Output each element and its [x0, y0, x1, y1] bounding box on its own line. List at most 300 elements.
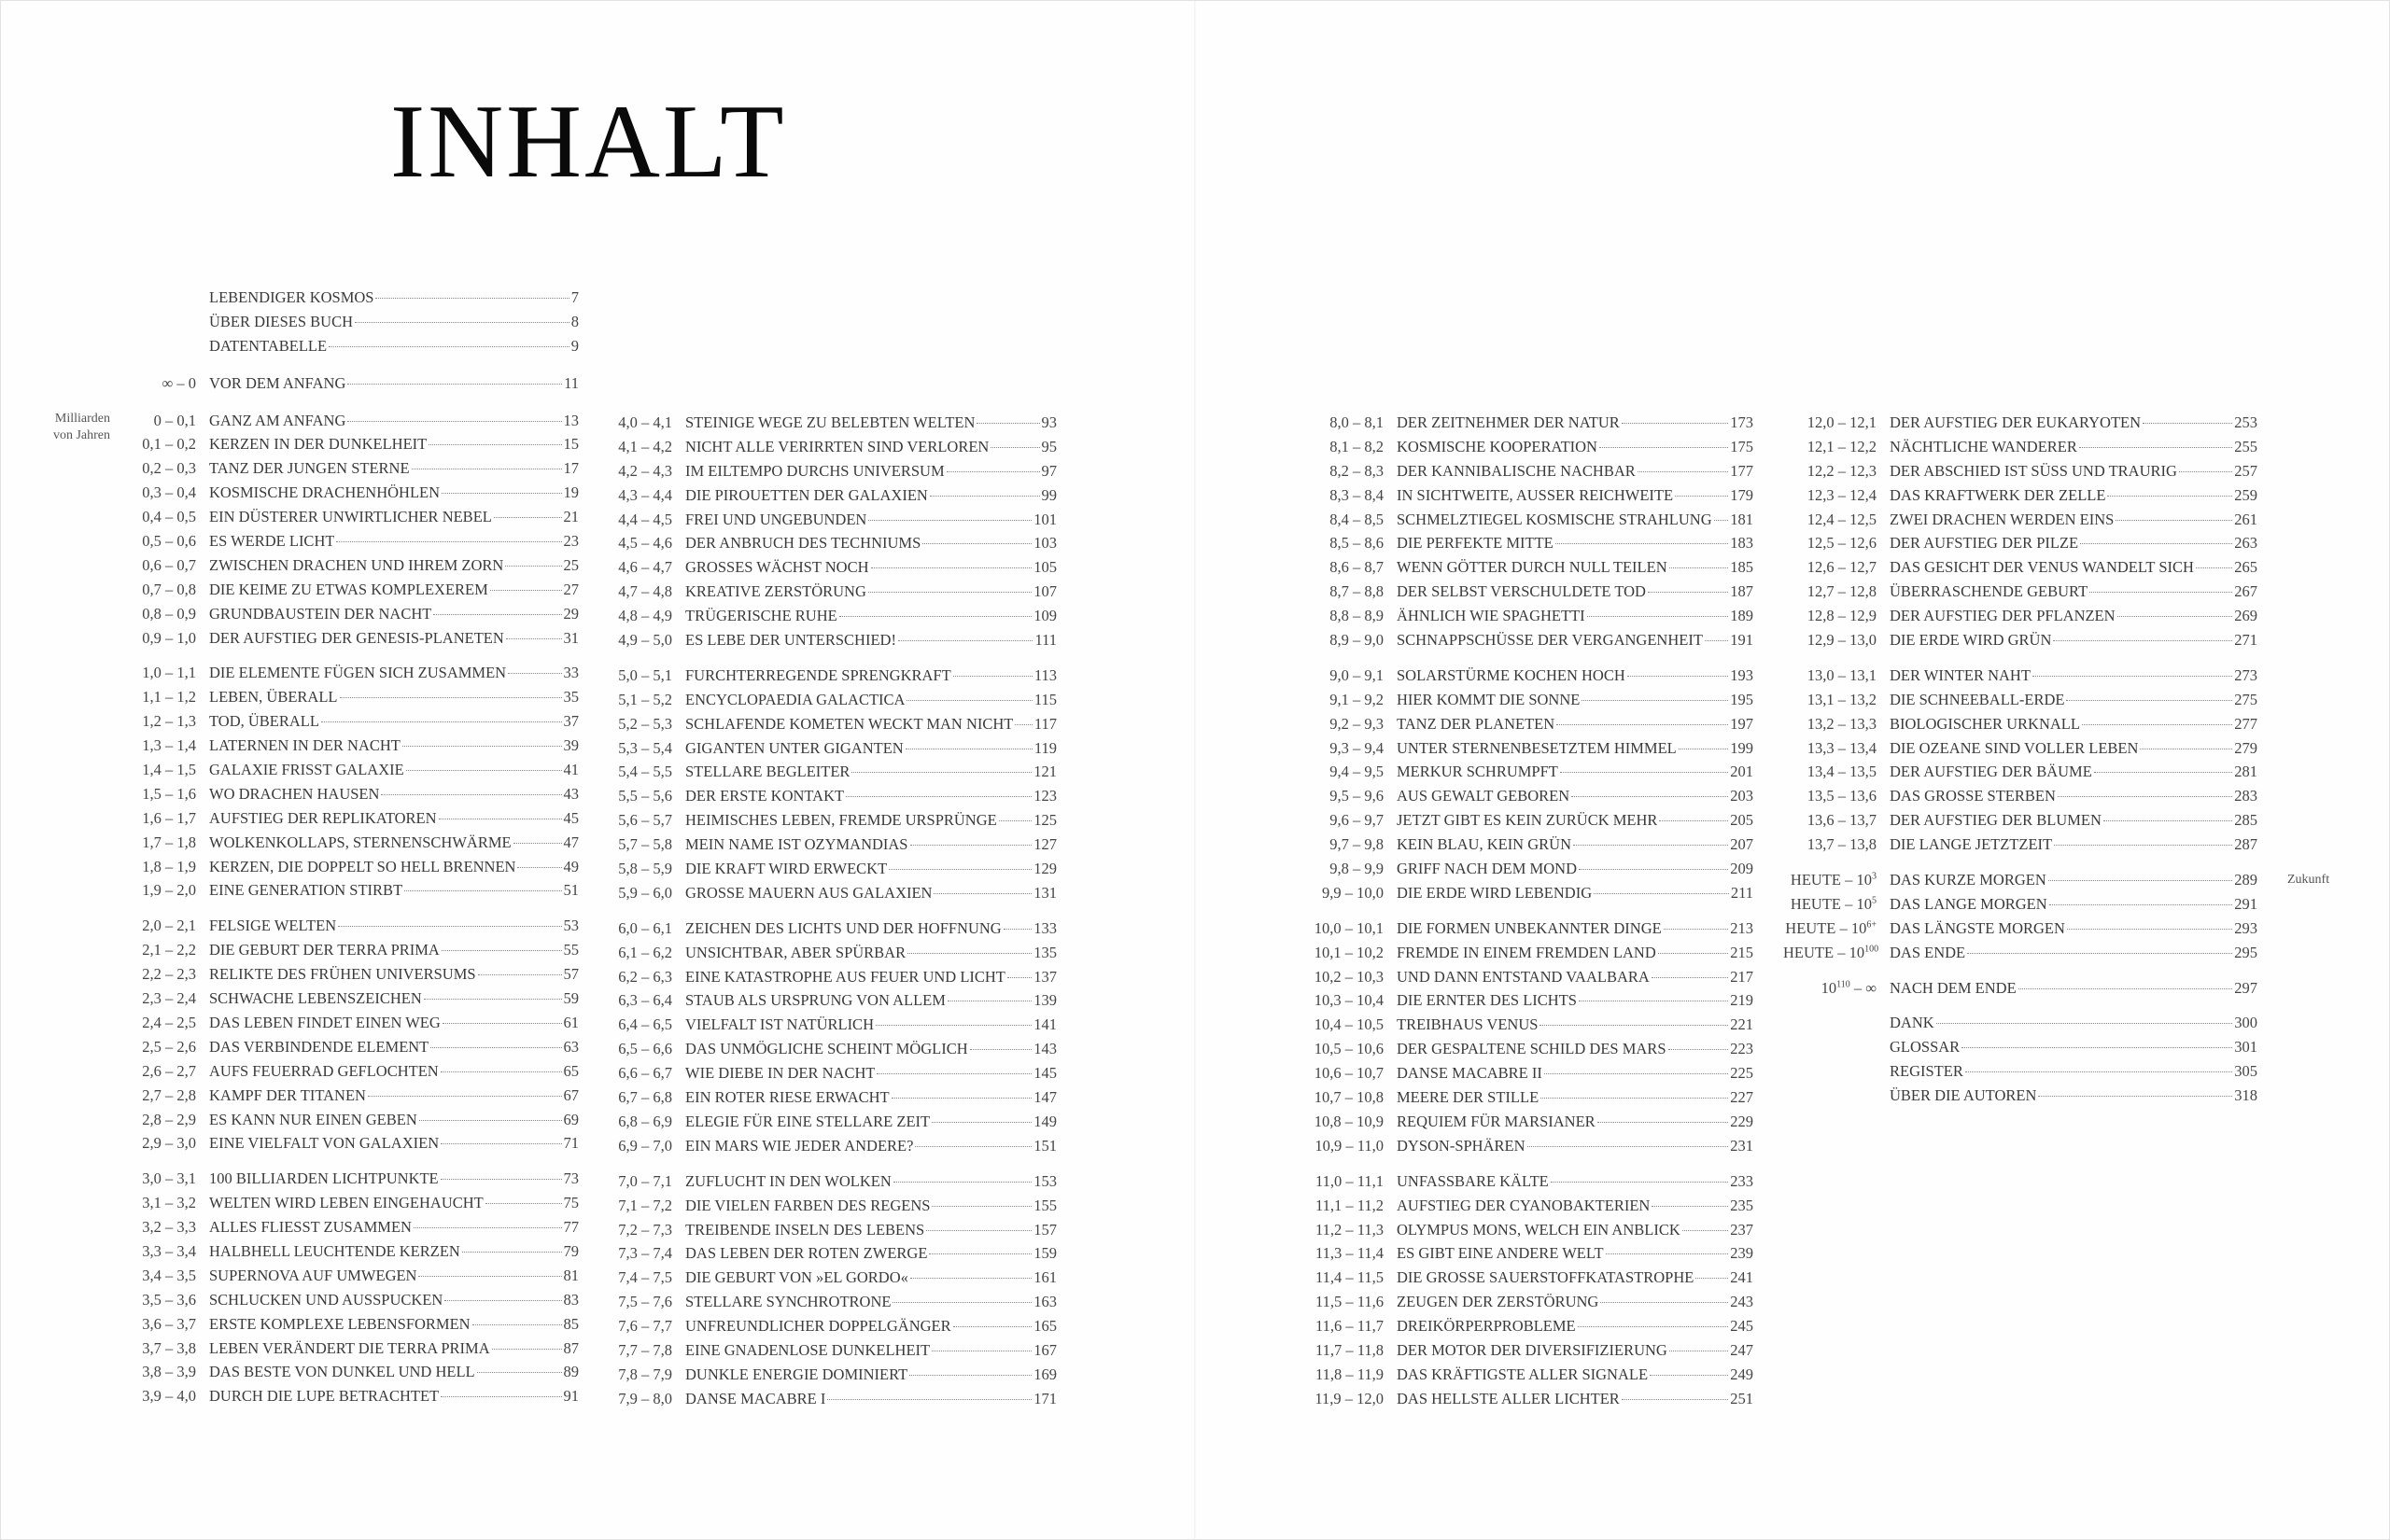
toc-entry-page: 115	[1033, 690, 1057, 708]
toc-block	[1300, 1172, 1753, 1414]
toc-range-text: 6,9 – 7,0	[618, 1136, 672, 1155]
toc-block	[114, 412, 579, 653]
toc-entry[interactable]	[603, 631, 1057, 655]
toc-leader-dots	[506, 637, 562, 639]
toc-entry[interactable]	[603, 691, 1057, 715]
toc-range-text: ∞ – 0	[162, 373, 196, 392]
toc-entry[interactable]	[114, 1291, 579, 1315]
toc-entry-range	[1783, 895, 1877, 914]
toc-entry[interactable]	[603, 438, 1057, 462]
toc-entry[interactable]	[603, 1390, 1057, 1414]
toc-entry[interactable]	[1300, 1390, 1753, 1414]
toc-entry-title: EIN DÜSTERER UNWIRTLICHER NEBEL	[209, 508, 492, 526]
toc-entry[interactable]	[114, 712, 579, 736]
toc-entry[interactable]	[1783, 607, 2257, 631]
toc-block	[603, 666, 1057, 908]
toc-entry-range	[603, 1317, 672, 1336]
toc-entry-page: 33	[563, 664, 579, 682]
toc-entry-page: 255	[2234, 437, 2257, 455]
toc-entry[interactable]	[114, 858, 579, 882]
toc-leader-dots	[953, 1325, 1033, 1327]
toc-entry[interactable]	[1300, 1341, 1753, 1365]
toc-entry[interactable]	[1300, 1268, 1753, 1293]
toc-entry[interactable]	[603, 1317, 1057, 1341]
toc-entry[interactable]	[1300, 1221, 1753, 1245]
toc-entry[interactable]	[1300, 438, 1753, 462]
toc-entry-range	[1783, 739, 1877, 758]
toc-entry[interactable]	[1783, 511, 2257, 535]
toc-range-text: 8,7 – 8,8	[1329, 582, 1384, 601]
toc-entry[interactable]	[1300, 486, 1753, 511]
toc-entry[interactable]	[603, 666, 1057, 691]
toc-entry[interactable]	[1783, 1086, 2257, 1111]
toc-entry-page: 269	[2234, 607, 2257, 625]
toc-leader-dots	[321, 721, 562, 722]
toc-entry[interactable]	[114, 881, 579, 905]
toc-entry[interactable]	[1300, 1317, 1753, 1341]
toc-entry[interactable]	[603, 558, 1057, 582]
toc-entry-title: SOLARSTÜRME KOCHEN HOCH	[1397, 665, 1625, 684]
toc-entry[interactable]	[1783, 631, 2257, 655]
toc-entry-page: 19	[563, 483, 579, 502]
toc-entry-page: 277	[2234, 714, 2257, 733]
toc-entry[interactable]	[603, 715, 1057, 739]
toc-entry[interactable]	[1300, 787, 1753, 811]
toc-entry[interactable]	[1783, 811, 2257, 835]
toc-entry[interactable]	[1300, 607, 1753, 631]
toc-entry[interactable]	[603, 582, 1057, 607]
toc-entry-title: TANZ DER PLANETEN	[1397, 714, 1555, 733]
toc-entry[interactable]	[114, 965, 579, 989]
toc-entry[interactable]	[114, 1111, 579, 1135]
toc-entry-range	[603, 860, 672, 878]
toc-entry[interactable]	[114, 1242, 579, 1267]
toc-leader-dots	[477, 1371, 562, 1373]
toc-entry-range	[603, 666, 672, 685]
toc-entry[interactable]	[1783, 979, 2257, 1003]
toc-leader-dots	[2179, 470, 2232, 472]
toc-block	[1300, 413, 1753, 655]
toc-entry[interactable]	[603, 1244, 1057, 1268]
toc-entry-page: 267	[2234, 582, 2257, 601]
toc-entry[interactable]	[603, 1293, 1057, 1317]
toc-entry-title: DIE LANGE JETZTZEIT	[1890, 835, 2053, 854]
toc-entry[interactable]	[1300, 511, 1753, 535]
toc-entry[interactable]	[603, 1040, 1057, 1064]
toc-entry-page: 155	[1033, 1196, 1057, 1214]
toc-entry[interactable]	[114, 337, 579, 361]
toc-entry[interactable]	[114, 1134, 579, 1158]
toc-range-text: 12,5 – 12,6	[1807, 534, 1877, 553]
toc-entry[interactable]	[114, 688, 579, 712]
toc-entry[interactable]	[1783, 486, 2257, 511]
toc-entry[interactable]	[603, 991, 1057, 1015]
toc-entry-range	[603, 1268, 672, 1287]
toc-entry-title: LEBEN, ÜBERALL	[209, 688, 338, 707]
toc-entry-page: 37	[563, 712, 579, 731]
toc-entry[interactable]	[603, 511, 1057, 535]
toc-entry[interactable]	[603, 944, 1057, 968]
toc-leader-dots	[1936, 1022, 2233, 1024]
toc-block	[1300, 666, 1753, 908]
toc-entry-page: 213	[1730, 918, 1753, 937]
toc-entry-range	[1300, 558, 1384, 577]
toc-entry[interactable]	[1783, 438, 2257, 462]
label-future-text: Zukunft	[2287, 873, 2330, 887]
toc-entry-range	[114, 1038, 196, 1057]
toc-range-text: HEUTE – 10	[1790, 871, 1872, 889]
toc-entry[interactable]	[114, 1387, 579, 1411]
toc-entry-page: 217	[1730, 967, 1753, 986]
toc-entry-title: VIELFALT IST NATÜRLICH	[685, 1015, 874, 1034]
toc-entry-range	[114, 1111, 196, 1129]
toc-entry[interactable]	[1783, 1038, 2257, 1062]
toc-entry-title: WO DRACHEN HAUSEN	[209, 784, 380, 803]
toc-entry[interactable]	[1300, 991, 1753, 1015]
toc-entry[interactable]	[1783, 1062, 2257, 1086]
toc-entry[interactable]	[114, 1086, 579, 1111]
toc-entry[interactable]	[114, 1218, 579, 1242]
toc-entry[interactable]	[114, 941, 579, 965]
toc-entry[interactable]	[603, 835, 1057, 860]
toc-entry[interactable]	[114, 833, 579, 858]
toc-entry[interactable]	[603, 413, 1057, 438]
toc-entry[interactable]	[603, 1064, 1057, 1088]
toc-entry-title: DIE OZEANE SIND VOLLER LEBEN	[1890, 738, 2139, 757]
toc-entry[interactable]	[114, 288, 579, 313]
toc-entry[interactable]	[603, 1088, 1057, 1113]
toc-entry[interactable]	[603, 811, 1057, 835]
toc-entry[interactable]	[114, 1194, 579, 1218]
toc-entry-range	[603, 1341, 672, 1360]
toc-leader-dots	[1659, 819, 1728, 821]
toc-entry[interactable]	[1300, 1064, 1753, 1088]
toc-range-text: 4,8 – 4,9	[618, 607, 672, 625]
toc-column-2	[603, 413, 1057, 1414]
toc-entry-range	[1300, 884, 1384, 903]
toc-entry-title: DURCH DIE LUPE BETRACHTET	[209, 1387, 440, 1406]
toc-entry-title: UNSICHTBAR, ABER SPÜRBAR	[685, 943, 907, 961]
toc-entry-title: ES KANN NUR EINEN GEBEN	[209, 1110, 417, 1128]
toc-entry[interactable]	[1300, 860, 1753, 884]
toc-entry[interactable]	[1300, 884, 1753, 908]
toc-entry[interactable]	[603, 534, 1057, 558]
toc-entry[interactable]	[1783, 835, 2257, 860]
toc-entry-page: 283	[2234, 787, 2257, 805]
toc-entry-range	[114, 581, 196, 599]
toc-entry[interactable]	[114, 435, 579, 459]
toc-range-text: 9,4 – 9,5	[1329, 763, 1384, 781]
toc-entry[interactable]	[1783, 666, 2257, 691]
toc-entry[interactable]	[114, 1339, 579, 1364]
toc-entry[interactable]	[1783, 558, 2257, 582]
toc-entry[interactable]	[114, 809, 579, 833]
toc-entry-page: 287	[2234, 835, 2257, 854]
toc-entry-title: AUS GEWALT GEBOREN	[1397, 787, 1570, 805]
toc-range-text: 5,8 – 5,9	[618, 860, 672, 878]
toc-entry[interactable]	[1300, 558, 1753, 582]
toc-entry-title: DREIKÖRPERPROBLEME	[1397, 1317, 1576, 1336]
toc-leader-dots	[1606, 1253, 1729, 1254]
toc-entry[interactable]	[114, 1038, 579, 1062]
toc-entry[interactable]	[1783, 582, 2257, 607]
toc-entry[interactable]	[114, 1014, 579, 1038]
toc-entry[interactable]	[603, 1268, 1057, 1293]
toc-entry-title: DIE VIELEN FARBEN DES REGENS	[685, 1196, 931, 1214]
toc-entry-range	[1300, 511, 1384, 529]
toc-leader-dots	[1579, 868, 1728, 870]
toc-entry-title: UNFREUNDLICHER DOPPELGÄNGER	[685, 1317, 951, 1336]
toc-entry-title: WENN GÖTTER DURCH NULL TEILEN	[1397, 558, 1667, 577]
toc-entry[interactable]	[114, 1169, 579, 1194]
toc-entry[interactable]	[1783, 534, 2257, 558]
toc-range-text: 9,6 – 9,7	[1329, 811, 1384, 830]
toc-entry[interactable]	[114, 917, 579, 941]
toc-leader-dots	[1573, 844, 1728, 846]
toc-entry[interactable]	[1783, 944, 2257, 968]
toc-entry-range	[603, 991, 672, 1010]
toc-entry[interactable]	[1783, 715, 2257, 739]
toc-entry-page: 23	[563, 532, 579, 551]
toc-entry[interactable]	[1300, 1088, 1753, 1113]
toc-entry[interactable]	[114, 313, 579, 337]
toc-entry-title: ZEICHEN DES LICHTS UND DER HOFFNUNG	[685, 918, 1002, 937]
toc-entry-range	[1300, 486, 1384, 505]
toc-entry[interactable]	[114, 736, 579, 761]
toc-entry[interactable]	[603, 1015, 1057, 1040]
toc-entry[interactable]	[1300, 1365, 1753, 1390]
toc-entry[interactable]	[1300, 413, 1753, 438]
toc-entry[interactable]	[1783, 739, 2257, 763]
toc-entry[interactable]	[114, 989, 579, 1014]
toc-entry[interactable]	[114, 374, 579, 399]
toc-entry[interactable]	[114, 532, 579, 556]
toc-entry[interactable]	[1300, 1293, 1753, 1317]
toc-entry-title: GRUNDBAUSTEIN DER NACHT	[209, 604, 432, 623]
toc-entry[interactable]	[1300, 763, 1753, 787]
toc-entry[interactable]	[114, 459, 579, 483]
toc-entry[interactable]	[1300, 968, 1753, 992]
toc-leader-dots	[893, 1181, 1033, 1183]
toc-leader-dots	[1679, 748, 1729, 749]
toc-entry[interactable]	[1300, 919, 1753, 944]
toc-entry-range	[114, 532, 196, 551]
toc-entry[interactable]	[603, 884, 1057, 908]
toc-entry-page: 11	[564, 373, 579, 392]
toc-entry-range	[603, 919, 672, 938]
toc-block	[1783, 413, 2257, 655]
toc-range-text: 2,9 – 3,0	[142, 1134, 196, 1153]
toc-entry-title: DAS GESICHT DER VENUS WANDELT SICH	[1890, 558, 2194, 577]
toc-entry-title: RELIKTE DES FRÜHEN UNIVERSUMS	[209, 965, 476, 984]
toc-entry-range	[1300, 1040, 1384, 1058]
toc-entry-page: 285	[2234, 811, 2257, 830]
toc-entry[interactable]	[603, 1221, 1057, 1245]
toc-entry-range	[114, 1339, 196, 1358]
toc-range-text: 0,8 – 0,9	[142, 604, 196, 623]
toc-entry-title: DIE PERFEKTE MITTE	[1397, 534, 1554, 553]
toc-entry[interactable]	[603, 607, 1057, 631]
toc-entry-page: 65	[563, 1061, 579, 1080]
toc-entry-range	[603, 486, 672, 505]
toc-range-text: 10,8 – 10,9	[1314, 1112, 1384, 1130]
toc-leader-dots	[2032, 675, 2232, 677]
toc-entry[interactable]	[114, 508, 579, 532]
toc-entry-page: 8	[570, 312, 579, 330]
toc-range-text: 10,0 – 10,1	[1314, 918, 1384, 937]
toc-entry[interactable]	[1300, 631, 1753, 655]
toc-leader-dots	[889, 868, 1032, 870]
toc-leader-dots	[429, 443, 561, 445]
toc-entry-page: 181	[1730, 510, 1753, 528]
toc-entry[interactable]	[603, 919, 1057, 944]
toc-entry[interactable]	[603, 1113, 1057, 1137]
toc-entry-title: ZUFLUCHT IN DEN WOLKEN	[685, 1171, 892, 1190]
toc-entry[interactable]	[1300, 944, 1753, 968]
toc-range-text: 4,5 – 4,6	[618, 534, 672, 553]
toc-entry-title: IM EILTEMPO DURCHS UNIVERSUM	[685, 461, 945, 480]
toc-entry[interactable]	[603, 739, 1057, 763]
toc-entry[interactable]	[114, 1315, 579, 1339]
toc-entry-range	[114, 412, 196, 430]
toc-entry[interactable]	[1783, 919, 2257, 944]
toc-entry[interactable]	[1300, 534, 1753, 558]
toc-range-text: 9,0 – 9,1	[1329, 665, 1384, 684]
toc-entry[interactable]	[1300, 739, 1753, 763]
toc-entry[interactable]	[603, 787, 1057, 811]
toc-entry[interactable]	[603, 462, 1057, 486]
toc-leader-dots	[381, 793, 561, 795]
toc-entry-page: 257	[2234, 461, 2257, 480]
toc-entry-page: 127	[1033, 835, 1057, 854]
toc-leader-dots	[2103, 819, 2232, 821]
toc-entry[interactable]	[1300, 462, 1753, 486]
toc-entry-range	[1300, 1064, 1384, 1083]
toc-entry-range	[1300, 715, 1384, 734]
toc-entry[interactable]	[603, 1197, 1057, 1221]
toc-entry-range	[114, 374, 196, 393]
toc-entry-title: TOD, ÜBERALL	[209, 712, 319, 731]
toc-leader-dots	[1560, 771, 1728, 773]
toc-entry[interactable]	[603, 486, 1057, 511]
toc-entry[interactable]	[1300, 691, 1753, 715]
toc-entry-title: DIE KEIME ZU ETWAS KOMPLEXEREM	[209, 580, 488, 598]
toc-entry-title: REQUIEM FÜR MARSIANER	[1397, 1112, 1596, 1130]
toc-entry[interactable]	[114, 664, 579, 688]
toc-entry[interactable]	[1783, 413, 2257, 438]
toc-entry[interactable]	[1783, 462, 2257, 486]
toc-entry-title: DIE PIROUETTEN DER GALAXIEN	[685, 485, 928, 504]
toc-entry[interactable]	[1783, 871, 2257, 895]
toc-entry[interactable]	[1300, 1137, 1753, 1161]
toc-entry[interactable]	[603, 1365, 1057, 1390]
toc-entry[interactable]	[1300, 811, 1753, 835]
toc-range-text: 2,4 – 2,5	[142, 1013, 196, 1031]
toc-entry[interactable]	[603, 860, 1057, 884]
toc-entry[interactable]	[1783, 763, 2257, 787]
toc-entry-title: DER AUFSTIEG DER GENESIS-PLANETEN	[209, 628, 504, 647]
toc-entry[interactable]	[603, 1341, 1057, 1365]
toc-entry[interactable]	[1300, 1015, 1753, 1040]
toc-range-text: 5,7 – 5,8	[618, 835, 672, 854]
toc-leader-dots	[2116, 519, 2232, 521]
toc-entry[interactable]	[1783, 1014, 2257, 1038]
toc-entry[interactable]	[1300, 1113, 1753, 1137]
toc-entry-page: 17	[563, 459, 579, 478]
toc-leader-dots	[513, 842, 562, 844]
toc-entry[interactable]	[1783, 691, 2257, 715]
toc-entry[interactable]	[1300, 582, 1753, 607]
toc-entry-title: DIE ELEMENTE FÜGEN SICH ZUSAMMEN	[209, 664, 507, 682]
toc-leader-dots	[930, 495, 1040, 497]
toc-entry-title: NÄCHTLICHE WANDERER	[1890, 437, 2077, 455]
toc-entry[interactable]	[603, 968, 1057, 992]
toc-entry[interactable]	[114, 483, 579, 508]
toc-entry-title: HEIMISCHES LEBEN, FREMDE URSPRÜNGE	[685, 811, 997, 830]
toc-entry-range	[603, 884, 672, 903]
toc-entry[interactable]	[1783, 895, 2257, 919]
toc-range-text: 5,6 – 5,7	[618, 811, 672, 830]
toc-entry-page: 45	[563, 808, 579, 827]
toc-leader-dots	[439, 818, 562, 819]
toc-entry[interactable]	[114, 1267, 579, 1291]
toc-leader-dots	[2038, 1095, 2232, 1097]
toc-entry[interactable]	[603, 1137, 1057, 1161]
toc-entry[interactable]	[114, 1062, 579, 1086]
toc-entry[interactable]	[114, 605, 579, 629]
toc-entry[interactable]	[114, 761, 579, 785]
toc-entry-range	[114, 881, 196, 900]
toc-leader-dots	[424, 998, 562, 1000]
toc-range-suffix: – ∞	[1849, 978, 1877, 997]
toc-entry-title: HALBHELL LEUCHTENDE KERZEN	[209, 1241, 460, 1260]
toc-entry[interactable]	[1300, 1197, 1753, 1221]
toc-entry[interactable]	[1300, 1244, 1753, 1268]
toc-entry-range	[603, 413, 672, 432]
toc-leader-dots	[2089, 591, 2232, 593]
toc-range-text: 10,4 – 10,5	[1314, 1015, 1384, 1034]
toc-range-text: 13,0 – 13,1	[1807, 665, 1877, 684]
toc-entry[interactable]	[1300, 835, 1753, 860]
toc-entry-range	[1300, 1293, 1384, 1311]
toc-entry[interactable]	[114, 785, 579, 809]
toc-entry[interactable]	[1300, 1040, 1753, 1064]
toc-entry-title: STAUB ALS URSPRUNG VON ALLEM	[685, 991, 946, 1010]
toc-range-text: 12,3 – 12,4	[1807, 485, 1877, 504]
toc-entry[interactable]	[114, 629, 579, 653]
toc-entry-page: 247	[1730, 1340, 1753, 1359]
toc-entry-page: 253	[2234, 413, 2257, 431]
toc-entry-page: 95	[1041, 437, 1057, 455]
label-billions-of-years	[37, 411, 110, 444]
toc-entry[interactable]	[114, 412, 579, 436]
toc-leader-dots	[851, 771, 1032, 773]
toc-entry[interactable]	[114, 1363, 579, 1387]
toc-range-text: 12,2 – 12,3	[1807, 461, 1877, 480]
toc-entry[interactable]	[114, 581, 579, 605]
toc-entry-title: EINE GENERATION STIRBT	[209, 881, 403, 900]
toc-entry-title: FREI UND UNGEBUNDEN	[685, 510, 867, 528]
toc-entry[interactable]	[1300, 1172, 1753, 1197]
toc-entry[interactable]	[1783, 787, 2257, 811]
toc-leader-dots	[1551, 1181, 1729, 1183]
toc-entry[interactable]	[1300, 666, 1753, 691]
toc-entry[interactable]	[114, 556, 579, 581]
toc-entry[interactable]	[603, 763, 1057, 787]
toc-entry[interactable]	[1300, 715, 1753, 739]
toc-entry-range	[1783, 715, 1877, 734]
toc-entry[interactable]	[603, 1172, 1057, 1197]
